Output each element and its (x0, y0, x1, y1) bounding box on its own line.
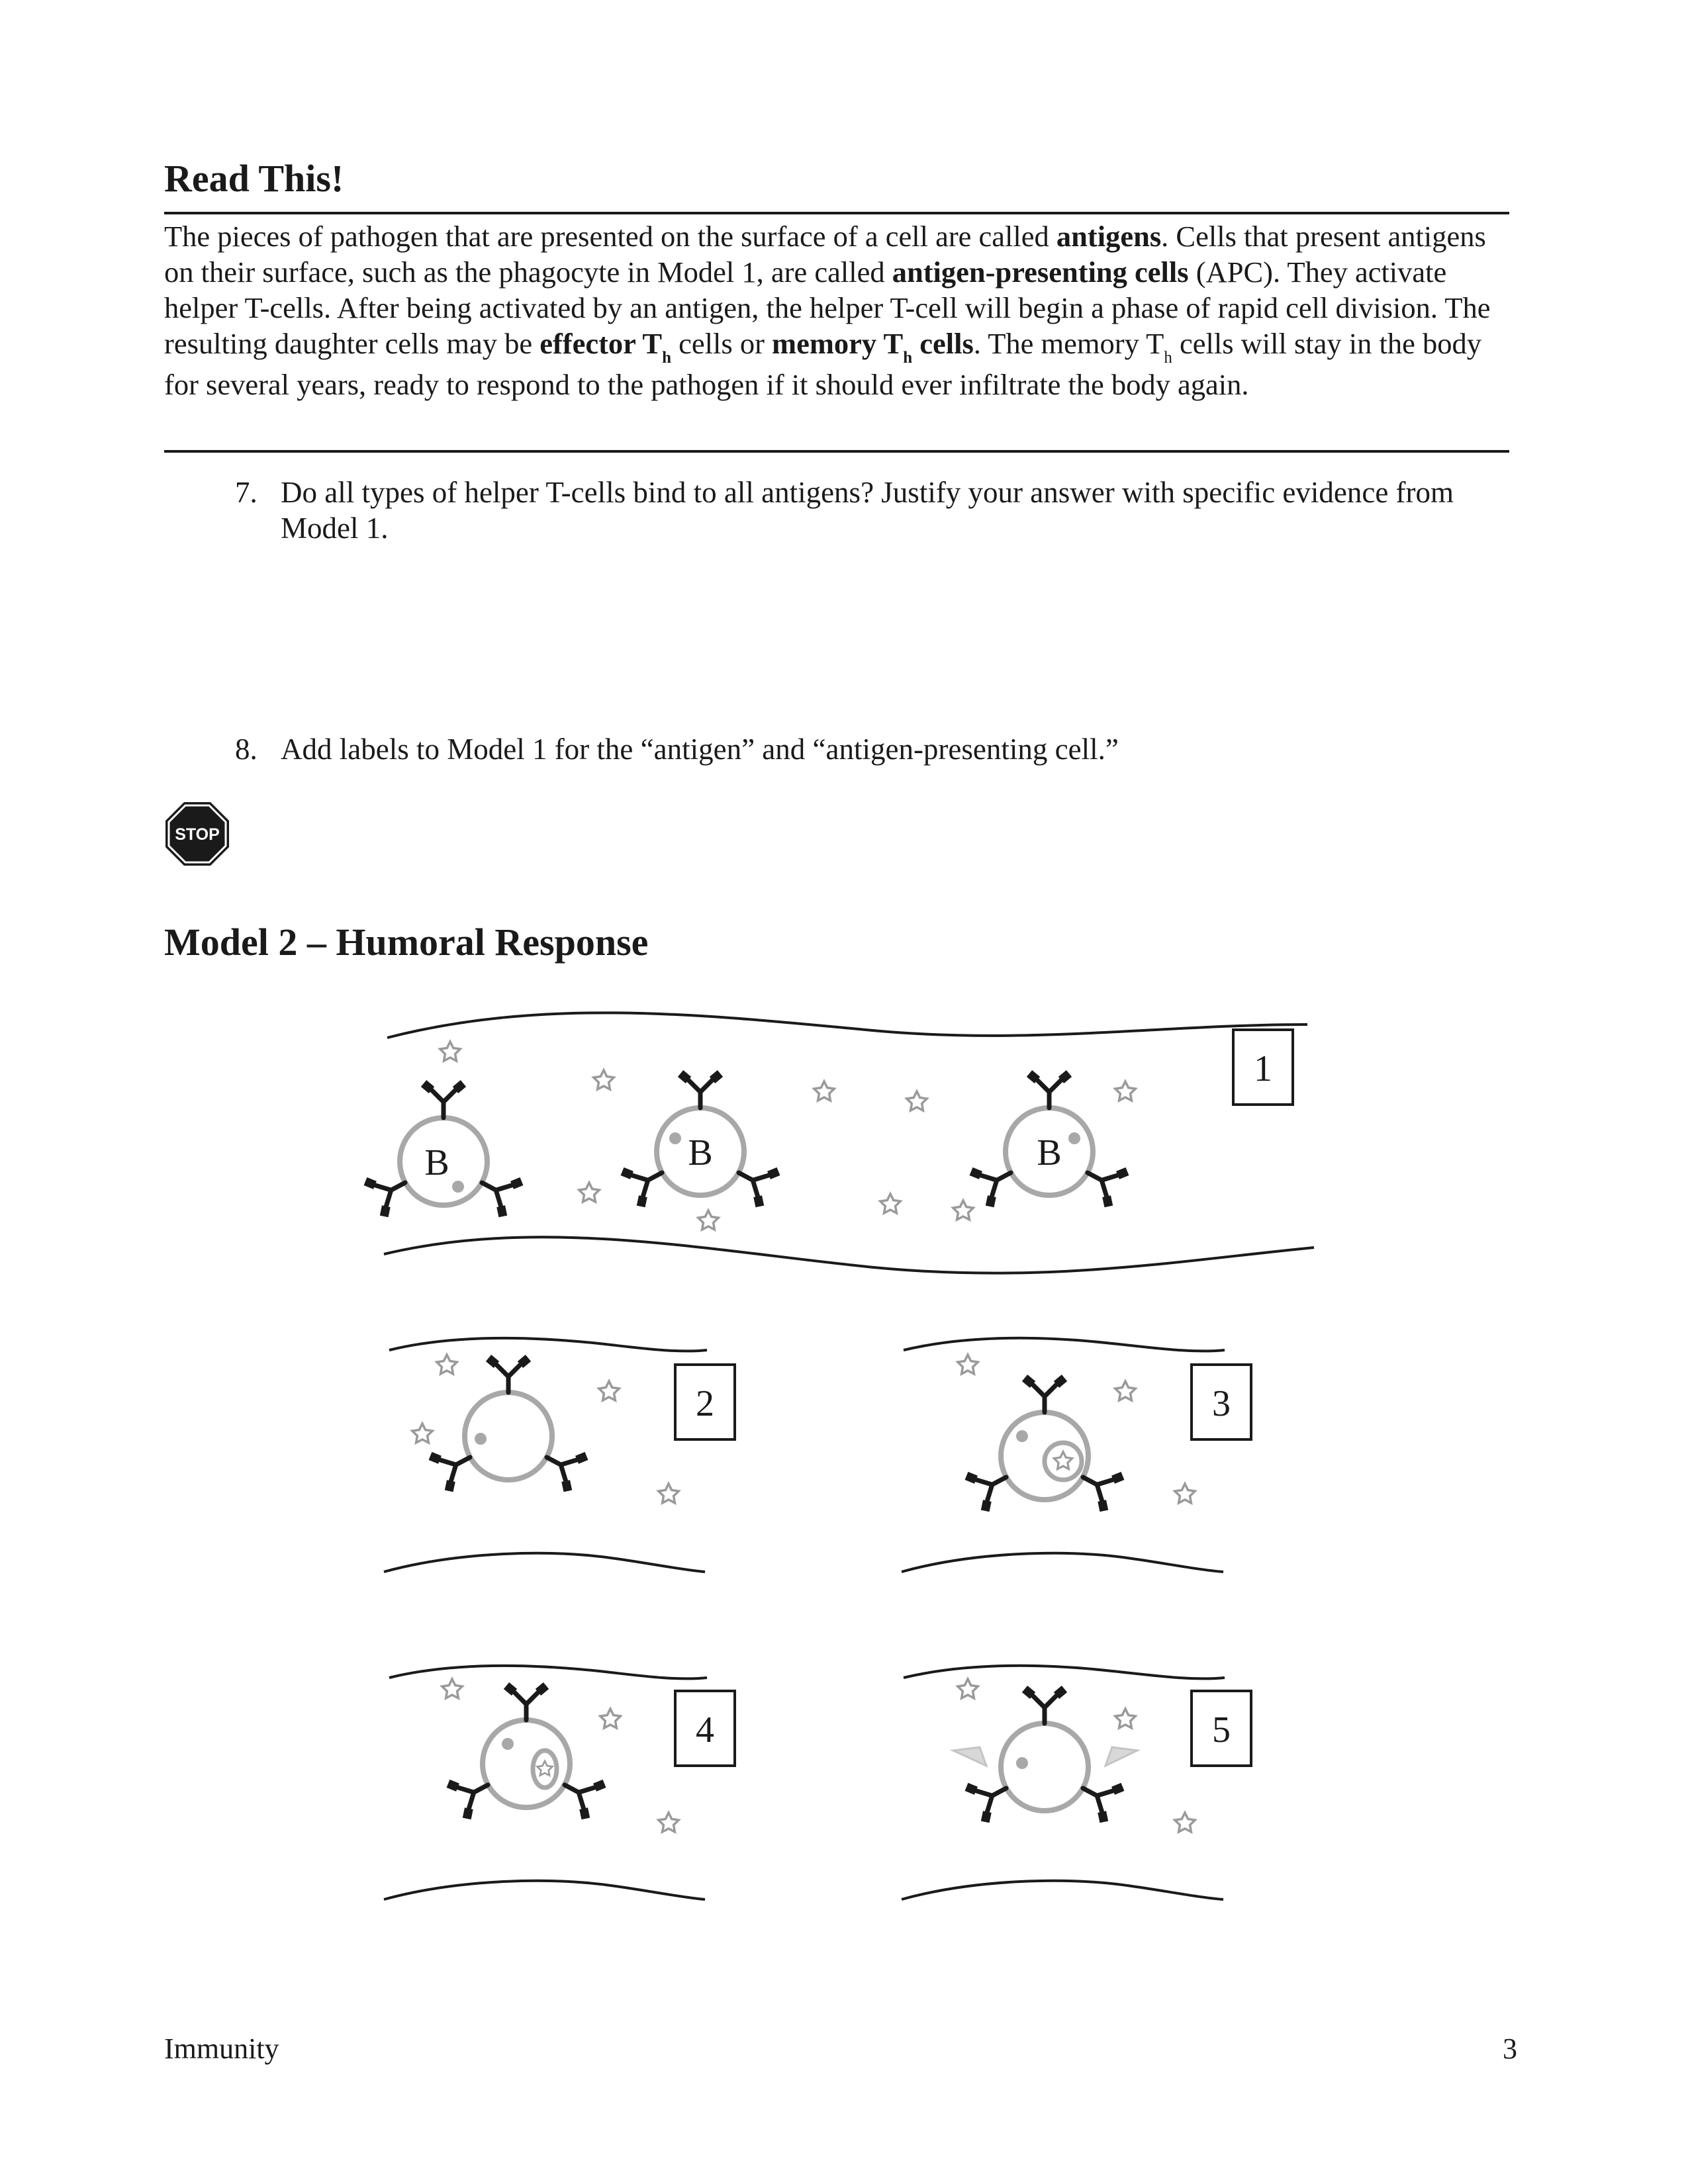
b-cell (971, 1073, 1127, 1206)
read-this-title: Read This! (164, 157, 344, 200)
question-number: 8. (235, 733, 258, 766)
panel-number: 2 (696, 1383, 714, 1424)
panel-3 (902, 1338, 1251, 1572)
panel-2 (384, 1338, 735, 1572)
b-cell (430, 1358, 586, 1491)
question-text: Do all types of helper T-cells bind to all antigens? Justify your answer with specific evidence from Model 1. (281, 476, 1454, 545)
panel-number: 5 (1212, 1709, 1231, 1751)
footer-title: Immunity (164, 2032, 279, 2065)
panel-1 (365, 1013, 1314, 1273)
page-number: 3 (1503, 2032, 1517, 2065)
b-cell-label: B (424, 1142, 449, 1183)
question-number: 7. (235, 476, 258, 509)
model-2-title: Model 2 – Humoral Response (164, 921, 649, 964)
b-cell (966, 1378, 1123, 1511)
stop-label: STOP (175, 825, 220, 844)
b-cell-label: B (688, 1132, 713, 1173)
b-cell-label: B (1037, 1132, 1062, 1173)
panel-5 (902, 1666, 1251, 1899)
b-cell (622, 1073, 778, 1206)
panel-number: 1 (1254, 1048, 1272, 1089)
panel-number: 4 (696, 1709, 714, 1751)
read-this-paragraph: The pieces of pathogen that are presented on the surface of a cell are called antigens. Cells that present antigens on their surface, such as the phagocyte in Model 1, are called antigen-presenting cells (APC). They activate helper T-cells. After being activated by an antigen, the helper T-cell will begin a phase of rapid cell division. The resulting daughter cells may be effector $T_h$ cells or memory $T_h$ cells. The memory $T_h$ cells will stay in the body for several years, ready to respond to the pathogen if it should ever infiltrate the body again. (164, 220, 1491, 401)
b-cell (365, 1083, 522, 1216)
question-text: Add labels to Model 1 for the “antigen” and “antigen-presenting cell.” (281, 733, 1119, 766)
panel-number: 3 (1212, 1383, 1231, 1424)
b-cell (966, 1689, 1123, 1822)
panel-4 (384, 1666, 735, 1899)
b-cell (448, 1686, 604, 1819)
